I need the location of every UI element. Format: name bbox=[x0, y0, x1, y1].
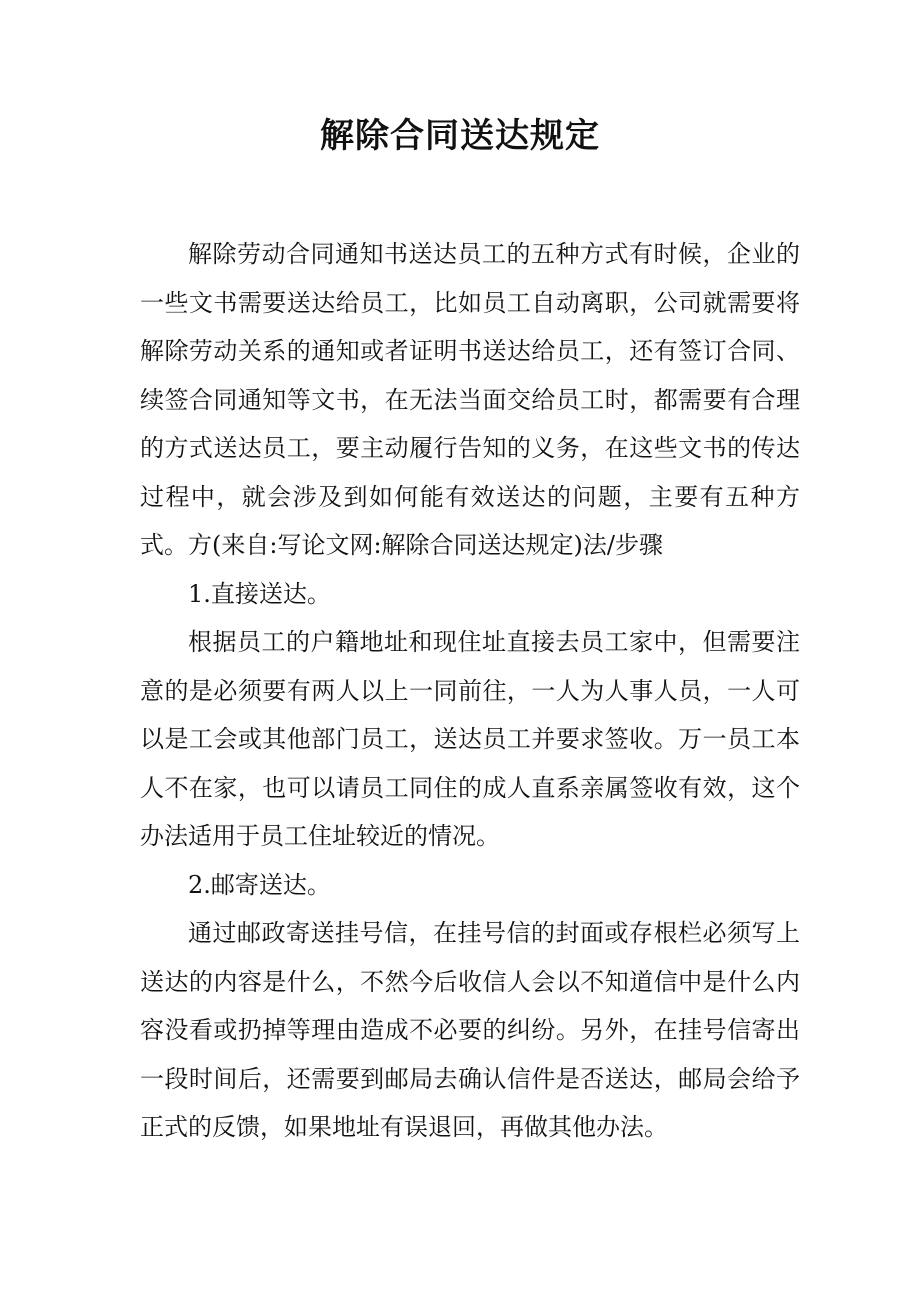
document-body bbox=[140, 230, 800, 1152]
method-1-paragraph: 根据员工的户籍地址和现住址直接去员工家中，但需要注意的是必须要有两人以上一同前往，一人为人事人员，一人可以是工会或其他部门员工，送达员工并要求签收。万一员工本人不在家，也可以请员工同住的成人直系亲属签收有效，这个办法适用于员工住址较近的情况。 bbox=[140, 628, 800, 850]
intro-paragraph: 解除劳动合同通知书送达员工的五种方式有时候，企业的一些文书需要送达给员工，比如员工自动离职，公司就需要将解除劳动关系的通知或者证明书送达给员工，还有签订合同、续签合同通知等文书，在无法当面交给员工时，都需要有合理的方式送达员工，要主动履行告知的义务，在这些文书的传达过程中，就会涉及到如何能有效送达的问题，主要有五种方式。方(来自:写论文网:解除合同送达规定)法/步骤 bbox=[140, 240, 800, 559]
method-2-heading: 2.邮寄送达。 bbox=[188, 870, 331, 899]
method-1-heading: 1.直接送达。 bbox=[188, 579, 331, 608]
method-2-paragraph: 通过邮政寄送挂号信，在挂号信的封面或存根栏必须写上送达的内容是什么，不然今后收信人会以不知道信中是什么内容没看或扔掉等理由造成不必要的纠纷。另外，在挂号信寄出一段时间后，还需要到邮局去确认信件是否送达，邮局会给予正式的反馈，如果地址有误退回，再做其他办法。 bbox=[140, 919, 800, 1141]
document-title: 解除合同送达规定 bbox=[320, 116, 600, 156]
